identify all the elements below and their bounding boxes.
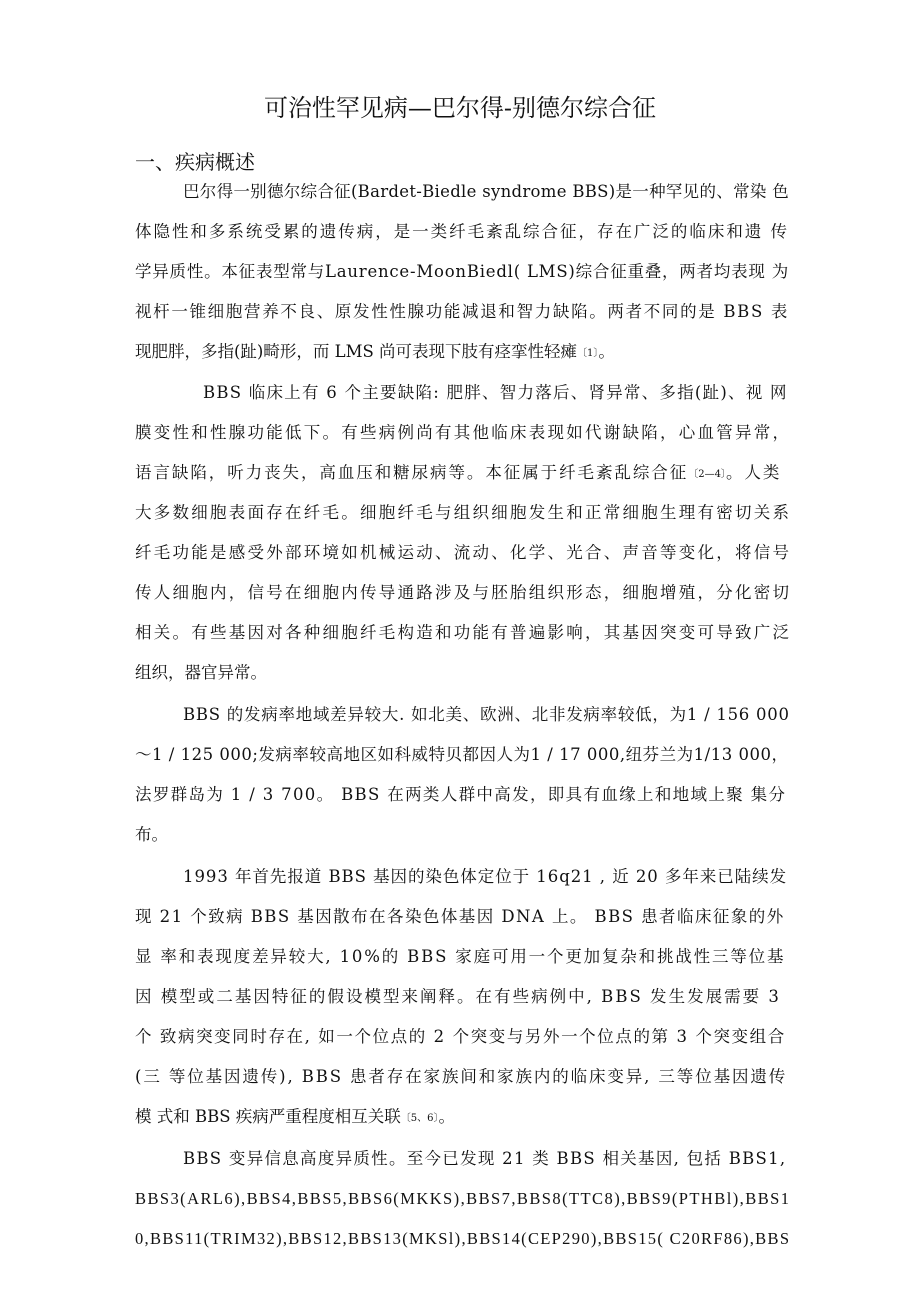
- paragraph-line: [135, 982, 781, 1012]
- line-text: 个 致病突变同时存在, 如一个位点的 2 个突变与另外一个位点的第 3 个突变组合: [135, 1027, 786, 1046]
- line-text-tail: 。: [438, 1107, 456, 1126]
- paragraph-line: [135, 297, 789, 327]
- section-heading: 一、疾病概述: [135, 150, 255, 174]
- line-text: 0,BBS11(TRIM32),BBS12,BBS13(MKSl),BBS14(CEP290),BBS15( C20RF86),BBS: [135, 1229, 791, 1248]
- line-text: 布。: [135, 825, 168, 844]
- line-text: 体隐性和多系统受累的遗传病，是一类纤毛紊乱综合征，存在广泛的临床和遗 传: [135, 222, 789, 241]
- line-text: BBS 临床上有 6 个主要缺陷: 肥胖、智力落后、肾异常、多指(趾)、视 网: [203, 383, 788, 402]
- line-text: ～1 / 125 000;发病率较高地区如科威特贝都因人为1 / 17 000,纽芬兰为1/13 000，: [135, 745, 789, 764]
- line-text: BBS 变异信息高度异质性。至今已发现 21 类 BBS 相关基因, 包括 BBS1,: [183, 1149, 787, 1168]
- paragraph-line: [203, 378, 788, 408]
- line-text: 膜变性和性腺功能低下。有些病例尚有其他临床表现如代谢缺陷，心血管异常，: [135, 423, 792, 442]
- line-text: 1993 年首先报道 BBS 基因的染色体定位于 16q21 , 近 20 多年来已陆续发: [183, 867, 788, 886]
- line-text: 纤毛功能是感受外部环境如机械运动、流动、化学、光合、声音等变化，将信号: [135, 543, 792, 562]
- document-title: 可治性罕见病—巴尔得-别德尔综合征: [263, 94, 657, 122]
- line-text: 法罗群岛为 1 / 3 700。 BBS 在两类人群中高发，即具有血缘上和地域上聚 集分: [135, 785, 787, 804]
- line-text: 现肥胖，多指(趾)畸形，而 LMS 尚可表现下肢有痉挛性轻瘫: [135, 342, 578, 361]
- line-text-tail: 。人类: [725, 463, 782, 482]
- citation-ref: 〔1〕: [577, 348, 599, 359]
- paragraph-line: [135, 1022, 786, 1052]
- paragraph-line: [135, 740, 789, 770]
- paragraph-line: [135, 418, 791, 448]
- paragraph-line: [135, 942, 785, 972]
- line-text: 显 率和表现度差异较大, 10%的 BBS 家庭可用一个更加复杂和挑战性三等位基: [135, 947, 786, 966]
- paragraph-line: [135, 538, 791, 568]
- paragraph-line: [183, 862, 787, 892]
- paragraph-line: [135, 217, 789, 247]
- line-text: 模 式和 BBS 疾病严重程度相互关联: [135, 1107, 401, 1126]
- line-text: 现 21 个致病 BBS 基因散布在各染色体基因 DNA 上。 BBS 患者临床征象的外: [135, 907, 785, 926]
- paragraph-line: [135, 257, 789, 287]
- line-text: 巴尔得一别德尔综合征(Bardet-Biedle syndrome BBS)是一种罕见的、常染 色: [183, 182, 789, 201]
- paragraph-line: [135, 902, 785, 932]
- citation-ref: 〔5、6〕: [400, 1113, 439, 1124]
- line-text: 视杆一锥细胞营养不良、原发性性腺功能减退和智力缺陷。两者不同的是 BBS 表: [135, 302, 789, 321]
- line-text: 相关。有些基因对各种细胞纤毛构造和功能有普遍影响，其基因突变可导致广泛: [135, 623, 792, 642]
- line-text: (三 等位基因遗传), BBS 患者存在家族间和家族内的临床变异, 三等位基因遗传: [135, 1067, 788, 1086]
- paragraph-line: [183, 177, 789, 207]
- line-text: BBS3(ARL6),BBS4,BBS5,BBS6(MKKS),BBS7,BBS8(TTC8),BBS9(PTHBl),BBS1: [135, 1189, 791, 1208]
- line-text: BBS 的发病率地域差异较大. 如北美、欧洲、北非发病率较低，为1 / 156 000: [183, 705, 790, 724]
- paragraph-line: [135, 658, 267, 688]
- line-text: 语言缺陷，听力丧失，高血压和糖尿病等。本征属于纤毛紊乱综合征: [135, 463, 689, 482]
- paragraph-line: [135, 1102, 455, 1134]
- paragraph-line: [135, 498, 791, 528]
- paragraph-line: [135, 458, 781, 490]
- paragraph-line: [135, 1184, 790, 1214]
- paragraph-line: [135, 578, 791, 608]
- paragraph-line: [135, 618, 791, 648]
- citation-ref: 〔2—4〕: [688, 469, 726, 480]
- line-text: 组织，器官异常。: [135, 663, 267, 682]
- line-text: 因 模型或二基因特征的假设模型来阐释。在有些病例中, BBS 发生发展需要 3: [135, 987, 781, 1006]
- line-text: 学异质性。本征表型常与Laurence-MoonBiedl( LMS)综合征重叠，两者均表现 为: [135, 262, 789, 281]
- paragraph-line: [183, 1144, 786, 1174]
- paragraph-line: [135, 780, 786, 810]
- line-text: 传人细胞内，信号在细胞内传导通路涉及与胚胎组织形态，细胞增殖，分化密切: [135, 583, 792, 602]
- line-text-tail: 。: [598, 342, 615, 361]
- paragraph-line: [135, 820, 168, 850]
- paragraph-line: [135, 1224, 790, 1254]
- paragraph-line: [135, 1062, 787, 1092]
- paragraph-line: [183, 700, 790, 730]
- line-text: 大多数细胞表面存在纤毛。细胞纤毛与组织细胞发生和正常细胞生理有密切关系: [135, 503, 792, 522]
- paragraph-line: [135, 337, 615, 369]
